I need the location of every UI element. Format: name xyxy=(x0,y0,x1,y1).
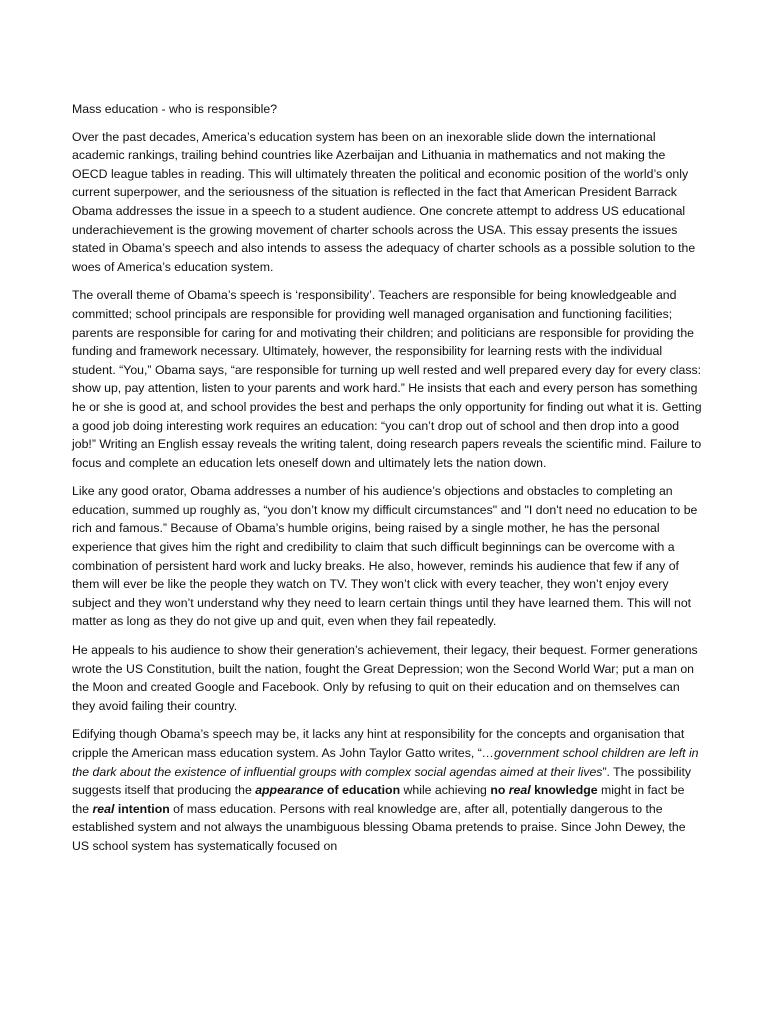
paragraph-3: Like any good orator, Obama addresses a number of his audience’s objections and obstacles to completing an education, summed up roughly as, “you don’t know my difficult circumstances" and "I don't need no education to be rich and famous.” Because of Obama’s humble origins, being raised by a single mother, he has the personal experience that gives him the right and credibility to claim that such difficult beginnings can be overcome with a combination of persistent hard work and lucky breaks. He also, however, reminds his audience that few if any of them will ever be like the people they watch on TV. They won’t click with every teacher, they won’t enjoy every subject and they won’t understand why they need to learn certain things until they have learned them. This will not matter as long as they do not give up and quit, even when they fail repeatedly. xyxy=(72,484,698,629)
emphasis-of-education: of education xyxy=(323,783,401,798)
emphasis-no: no xyxy=(490,783,509,798)
paragraph-2: The overall theme of Obama’s speech is ‘responsibility’. Teachers are responsible for being knowledgeable and committed; school principals are responsible for providing well managed organisation and functioning facilities; parents are responsible for caring for and motivating their children; and politicians are responsible for providing the funding and framework necessary. Ultimately, however, the responsibility for learning rests with the individual student. “You,” Obama says, “are responsible for turning up well rested and well prepared every day for every class: show up, pay attention, listen to your parents and work hard.” He insists that each and every person has something he or she is good at, and school provides the best and perhaps the only opportunity for finding out what it is. Getting a good job doing interesting work requires an education: “you can’t drop out of school and then drop into a good job!” Writing an English essay reveals the writing talent, doing research papers reveals the scientific mind. Failure to focus and complete an education lets oneself down and ultimately lets the nation down. xyxy=(72,288,702,470)
document-title: Mass education - who is responsible? xyxy=(72,102,278,116)
p5-text-2: ”. The possibility suggests itself that producing the xyxy=(72,764,692,798)
paragraph-5 xyxy=(72,725,704,855)
paragraph-4: He appeals to his audience to show their generation’s achievement, their legacy, their bequest. Former generations wrote the US Constitution, built the nation, fought the Great Depression; won the Second World War; put a man on the Moon and created Google and Facebook. Only by refusing to quit on their education and on themselves can they avoid failing their country. xyxy=(72,643,698,713)
gatto-quote: …government school children are left in the dark about the existence of influential groups with complex social agendas aimed at their lives xyxy=(72,746,699,779)
p5-text-3: while achieving xyxy=(400,783,491,798)
emphasis-real-1: real xyxy=(508,783,531,798)
paragraph-1: Over the past decades, America’s education system has been on an inexorable slide down the international academic rankings, trailing behind countries like Azerbaijan and Lithuania in mathematics and not making the OECD league tables in reading. This will ultimately threaten the political and economic position of the world’s only current superpower, and the seriousness of the situation is reflected in the fact that American President Barrack Obama addresses the issue in a speech to a student audience. One concrete attempt to address US educational underachievement is the growing movement of charter schools across the USA. This essay presents the issues stated in Obama’s speech and also intends to assess the adequacy of charter schools as a possible solution to the woes of America’s education system. xyxy=(72,129,696,274)
p5-text-4: might in fact be the xyxy=(72,783,685,816)
emphasis-knowledge: knowledge xyxy=(530,783,598,798)
p5-text-5: of mass education. Persons with real knowledge are, after all, potentially dangerous to the established system and not always the unambiguous blessing Obama pretends to praise. Since John Dewey, the US school system has systematically focused on xyxy=(72,801,686,853)
emphasis-appearance: appearance xyxy=(255,783,324,798)
p5-text-1: Edifying though Obama’s speech may be, it lacks any hint at responsibility for the concepts and organisation that cripple the American mass education system. As John Taylor Gatto writes, “ xyxy=(72,727,685,760)
document-page xyxy=(72,100,704,866)
emphasis-real-2: real xyxy=(92,801,115,816)
emphasis-intention: intention xyxy=(114,801,170,816)
